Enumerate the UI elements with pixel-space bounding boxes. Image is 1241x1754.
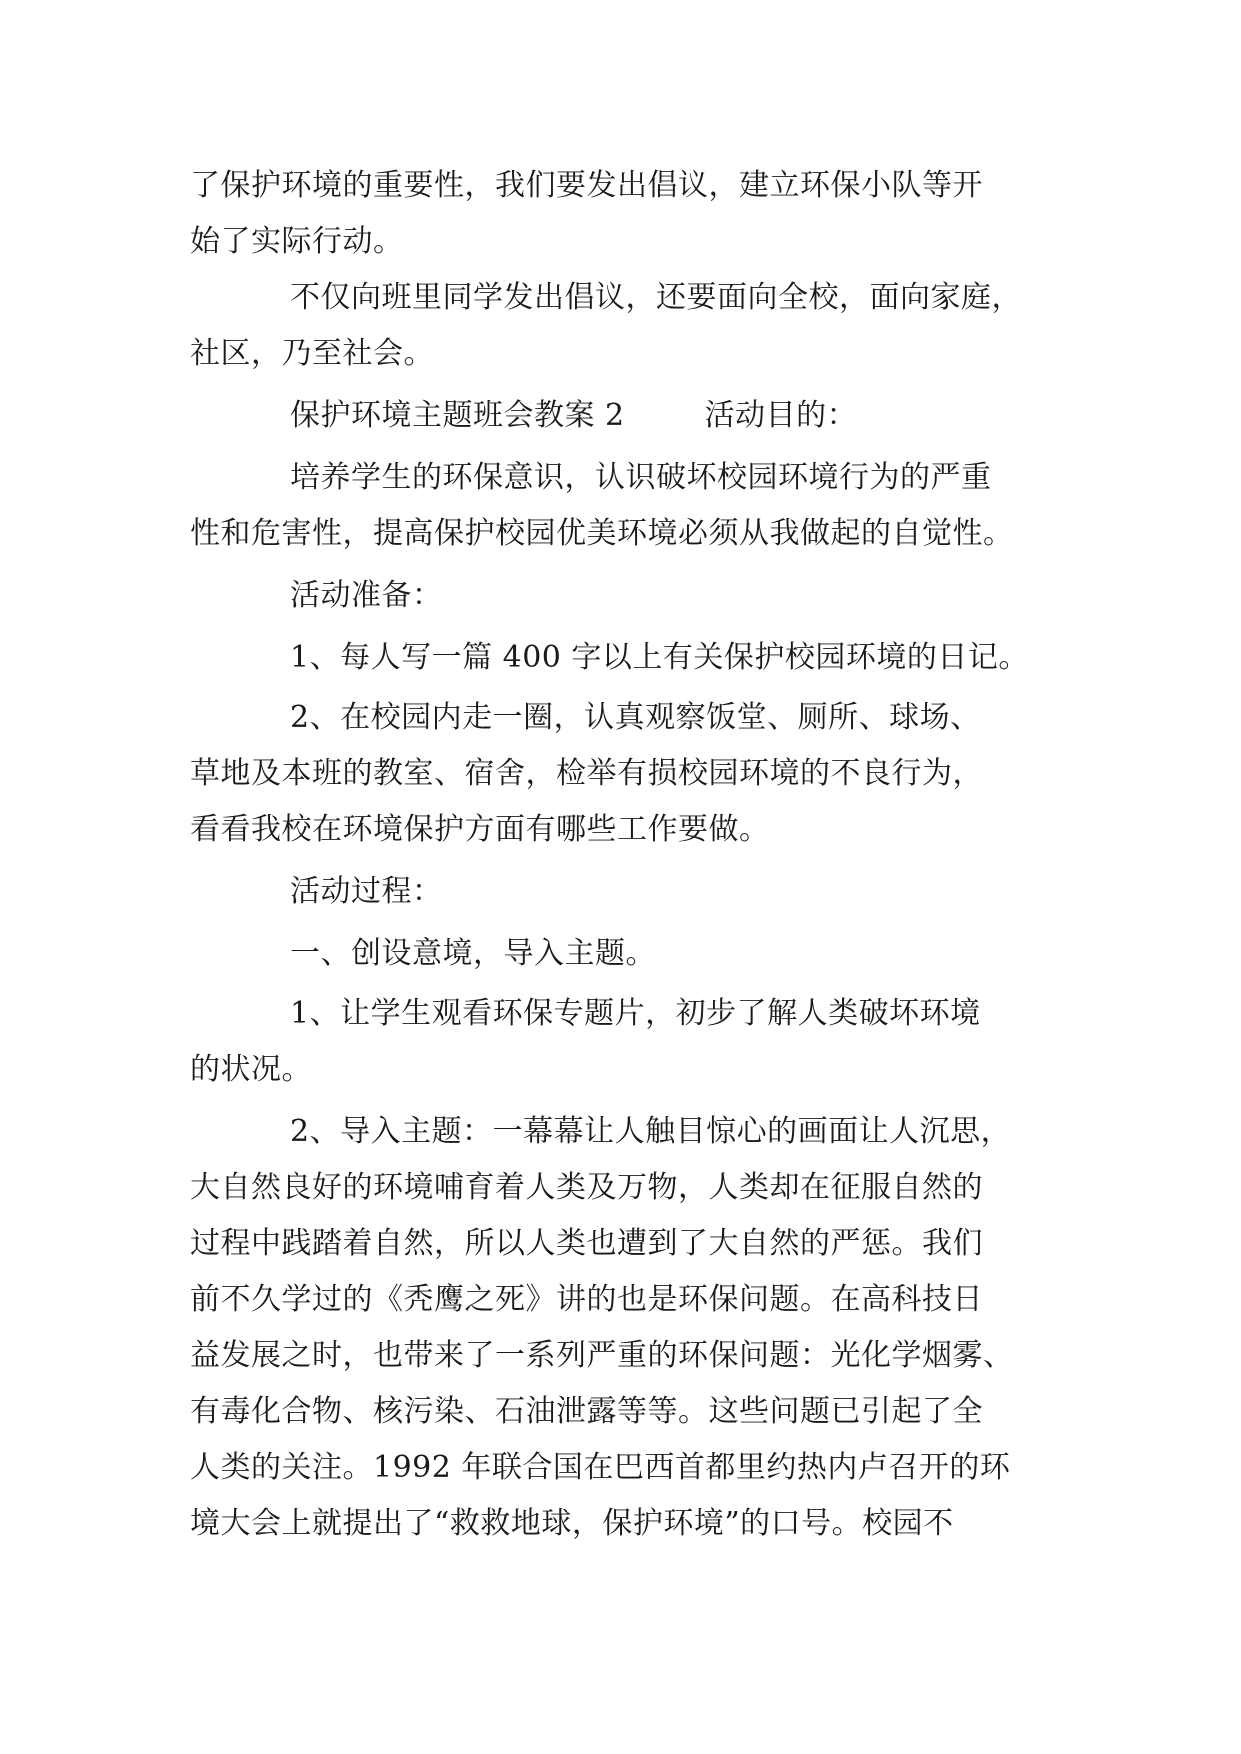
text-line: 境大会上就提出了“救救地球，保护环境”的口号。校园不 [190, 1506, 954, 1541]
text-line: 社区，乃至社会。 [190, 336, 434, 371]
text-line: 培养学生的环保意识，认识破坏校园环境行为的严重 [290, 460, 992, 495]
text-line: 1、让学生观看环保专题片，初步了解人类破坏环境 [290, 996, 981, 1031]
text-line: 过程中践踏着自然，所以人类也遭到了大自然的严惩。我们 [190, 1226, 983, 1261]
text-line: 2、导入主题：一幕幕让人触目惊心的画面让人沉思， [290, 1114, 1012, 1149]
text-line: 草地及本班的教室、宿舍，检举有损校园环境的不良行为， [190, 756, 983, 791]
text-line: 2、在校园内走一圈，认真观察饭堂、厕所、球场、 [290, 700, 981, 735]
text-line: 一、创设意境，导入主题。 [290, 936, 656, 971]
text-line: 的状况。 [190, 1052, 312, 1087]
section-subheading: 活动目的： [704, 398, 858, 433]
text-line: 始了实际行动。 [190, 224, 404, 259]
text-line: 有毒化合物、核污染、石油泄露等等。这些问题已引起了全 [190, 1394, 983, 1429]
section-title: 保护环境主题班会教案 2 [290, 398, 625, 433]
text-line: 人类的关注。1992 年联合国在巴西首都里约热内卢召开的环 [190, 1450, 1011, 1485]
text-line: 性和危害性，提高保护校园优美环境必须从我做起的自觉性。 [190, 516, 1014, 551]
text-line: 大自然良好的环境哺育着人类及万物，人类却在征服自然的 [190, 1170, 983, 1205]
text-line: 前不久学过的《秃鹰之死》讲的也是环保问题。在高科技日 [190, 1282, 983, 1317]
text-line: 活动准备： [290, 578, 443, 613]
text-line: 益发展之时，也带来了一系列严重的环保问题：光化学烟雾、 [190, 1338, 1014, 1373]
section-heading-line [290, 396, 1070, 436]
text-line: 1、每人写一篇 400 字以上有关保护校园环境的日记。 [290, 640, 1029, 675]
text-line: 看看我校在环境保护方面有哪些工作要做。 [190, 812, 770, 847]
text-line: 不仅向班里同学发出倡议，还要面向全校，面向家庭， [290, 280, 1022, 315]
text-line: 了保护环境的重要性，我们要发出倡议，建立环保小队等开 [190, 168, 983, 203]
text-line: 活动过程： [290, 874, 443, 909]
